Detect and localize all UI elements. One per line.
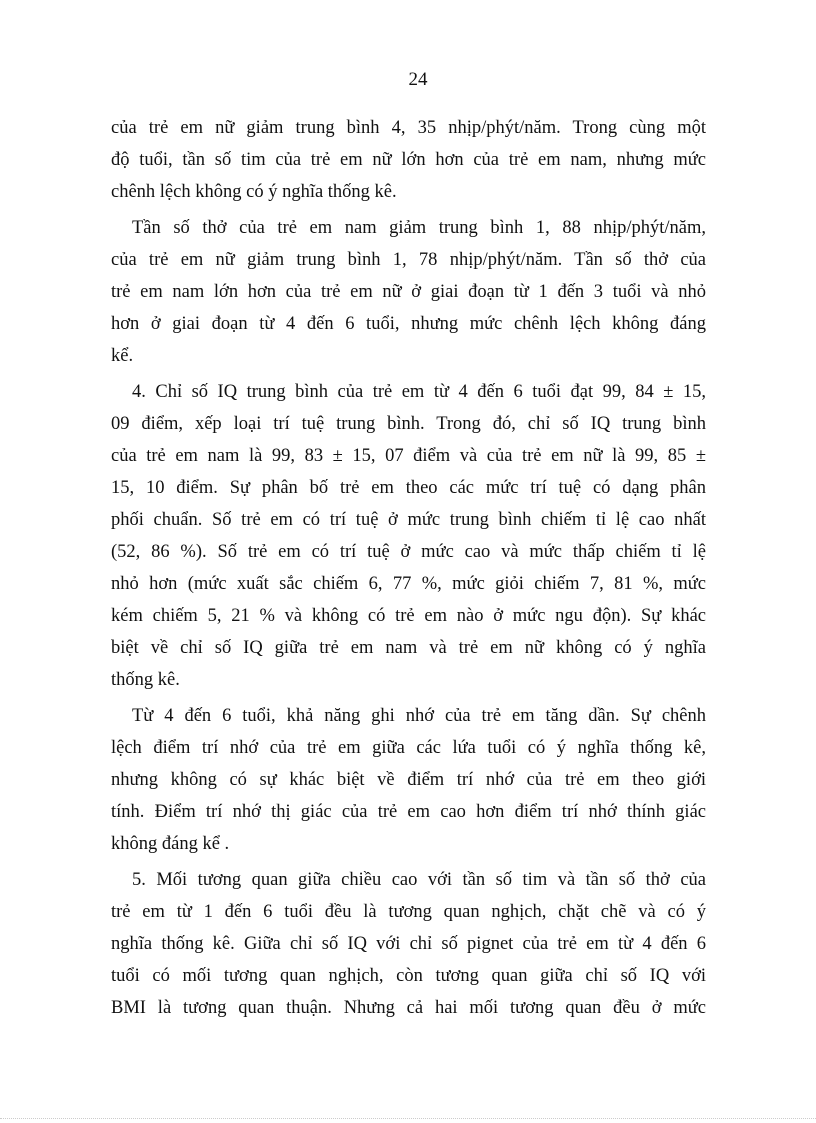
text-line: tính. Điểm trí nhớ thị giác của trẻ em cao hơn điểm trí nhớ thính giác — [111, 802, 706, 822]
text-line: nhỏ hơn (mức xuất sắc chiếm 6, 77 %, mức giỏi chiếm 7, 81 %, mức — [111, 574, 706, 594]
text-line: Từ 4 đến 6 tuổi, khả năng ghi nhớ của trẻ em tăng dần. Sự chênh — [132, 706, 706, 726]
paragraph — [111, 212, 706, 372]
text-line: 5. Mối tương quan giữa chiều cao với tần số tim và tần số thở của — [132, 870, 706, 890]
text-line: kém chiếm 5, 21 % và không có trẻ em nào ở mức ngu độn). Sự khác — [111, 606, 706, 626]
text-line: biệt về chỉ số IQ giữa trẻ em nam và trẻ em nữ không có ý nghĩa — [111, 638, 706, 658]
text-line: hơn ở giai đoạn từ 4 đến 6 tuổi, nhưng mức chênh lệch không đáng — [111, 314, 706, 334]
text-line: 15, 10 điểm. Sự phân bố trẻ em theo các mức trí tuệ có dạng phân — [111, 478, 706, 498]
paragraph — [111, 700, 706, 860]
text-line: nhưng không có sự khác biệt về điểm trí nhớ của trẻ em theo giới — [111, 770, 706, 790]
text-line: 09 điểm, xếp loại trí tuệ trung bình. Trong đó, chỉ số IQ trung bình — [111, 414, 706, 434]
text-line: độ tuổi, tần số tim của trẻ em nữ lớn hơn của trẻ em nam, nhưng mức — [111, 150, 706, 170]
page-number: 24 — [408, 69, 428, 90]
paragraph — [111, 376, 706, 696]
text-line: lệch điểm trí nhớ của trẻ em giữa các lứa tuổi có ý nghĩa thống kê, — [111, 738, 706, 758]
text-line: của trẻ em nam là 99, 83 ± 15, 07 điểm và của trẻ em nữ là 99, 85 ± — [111, 446, 706, 466]
text-line: tuổi có mối tương quan nghịch, còn tương quan giữa chỉ số IQ với — [111, 966, 706, 986]
text-line: BMI là tương quan thuận. Nhưng cả hai mối tương quan đều ở mức — [111, 998, 706, 1018]
text-line: (52, 86 %). Số trẻ em có trí tuệ ở mức cao và mức thấp chiếm tỉ lệ — [111, 542, 706, 562]
text-line: phối chuẩn. Số trẻ em có trí tuệ ở mức trung bình chiếm tỉ lệ cao nhất — [111, 510, 706, 530]
text-line: 4. Chỉ số IQ trung bình của trẻ em từ 4 đến 6 tuổi đạt 99, 84 ± 15, — [132, 382, 706, 402]
text-line: trẻ em từ 1 đến 6 tuổi đều là tương quan nghịch, chặt chẽ và có ý — [111, 902, 706, 922]
paragraph — [111, 112, 706, 208]
text-line: trẻ em nam lớn hơn của trẻ em nữ ở giai đoạn từ 1 đến 3 tuổi và nhỏ — [111, 282, 706, 302]
paragraph — [111, 864, 706, 1024]
body-text — [111, 112, 706, 1028]
text-line: của trẻ em nữ giảm trung bình 1, 78 nhịp/phýt/năm. Tần số thở của — [111, 250, 706, 270]
text-line: chênh lệch không có ý nghĩa thống kê. — [111, 182, 397, 202]
text-line: nghĩa thống kê. Giữa chỉ số IQ với chỉ số pignet của trẻ em từ 4 đến 6 — [111, 934, 706, 954]
text-line: thống kê. — [111, 670, 180, 690]
text-line: của trẻ em nữ giảm trung bình 4, 35 nhịp/phýt/năm. Trong cùng một — [111, 118, 706, 138]
text-line: kể. — [111, 346, 134, 366]
page-bottom-rule — [0, 1118, 816, 1119]
text-line: Tần số thở của trẻ em nam giảm trung bình 1, 88 nhịp/phýt/năm, — [132, 218, 706, 238]
text-line: không đáng kể . — [111, 834, 230, 854]
